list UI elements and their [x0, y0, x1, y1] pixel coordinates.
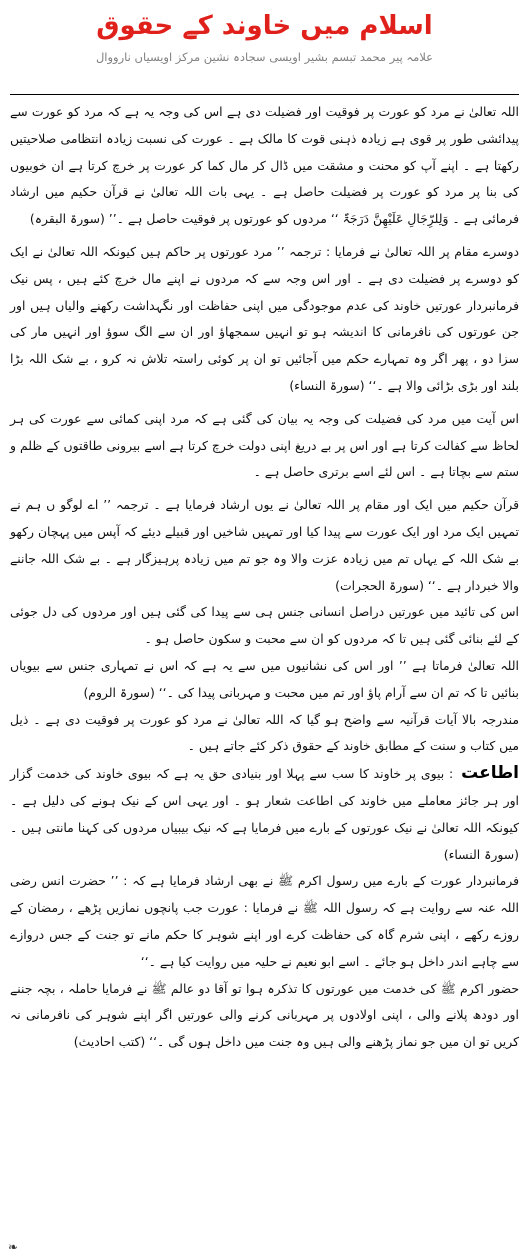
- paragraph-verse-explanation: اس آیت میں مرد کی فضیلت کی وجہ یہ بیان کی گئی ہے کہ مرد اپنی کمائی سے عورت کی ہر لحاظ سے کفالت کرتا ہے اور اس پر بے دریغ اپنی دولت خرچ کرتا ہے اسے بیرونی طاقتوں کے ظلم و ستم سے بچاتا ہے ۔ اس لئے اسے برتری حاصل ہے ۔: [10, 410, 519, 480]
- paragraph-hadith-anas: فرمانبردار عورت کے بارے میں رسول اکرم ﷺ نے بھی ارشاد فرمایا ہے کہ : ’’ حضرت انس رضی اللہ عنہ سے روایت ہے کہ رسول اللہ ﷺ نے فرمایا : عورت جب پانچوں نمازیں پڑھے ، رمضان کے روزے رکھے ، اپنی شرم گاہ کی حفاظت کرے اور اپنے شوہر کا حکم مانے تو جنت کے جس دروازے سے چاہے اندر داخل ہو جائے ۔ اسے ابو نعیم نے حلیہ میں روایت کیا ہے ۔‘‘: [10, 873, 519, 969]
- paragraph-nisa-verse: دوسرے مقام پر اللہ تعالیٰ نے فرمایا : ترجمہ ’’ مرد عورتوں پر حاکم ہیں کیونکہ اللہ تعالیٰ نے ایک کو دوسرے پر فضیلت دی ہے ۔ اور اس وجہ سے کہ مردوں نے اپنے مال خرچ کئے ہیں ، پس نیک فرمانبردار عورتیں خاوند کی عدم موجودگی میں اپنی حفاظت اور نگہداشت رکھنے والیاں ہیں اور جن عورتوں کی نافرمانی کا اندیشہ ہو تو انہیں سمجھاؤ اور ان سے الگ سوؤ اور انہیں مار کی سزا دو ، پھر اگر وہ تمہارے حکم میں آجائیں تو ان پر کوئی راستہ تلاش نہ کرو ، بے شک اللہ بڑا بلند اور بڑی بڑائی والا ہے ۔‘‘ (سورۃ النساء): [10, 243, 519, 393]
- end-ornament-icon: ❧: [8, 1240, 19, 1254]
- paragraph-hadith-mothers: حضور اکرم ﷺ کی خدمت میں عورتوں کا تذکرہ ہوا تو آقا دو عالم ﷺ نے فرمایا حاملہ ، بچہ جننے اور دودھ پلانے والی ، اپنی اولادوں پر مہربانی کرنے والی عورتیں اگر اپنے شوہر کی نافرمانی نہ کریں تو ان میں جو نماز پڑھنے والی ہیں وہ جنت میں داخل ہوں گی ۔‘‘ (کتب احادیث): [10, 980, 519, 1050]
- section-body-obedience: : بیوی پر خاوند کا سب سے پہلا اور بنیادی حق یہ ہے کہ بیوی خاوند کی خدمت گزار اور ہر جائز معاملے میں خاوند کی اطاعت شعار ہو ۔ اور یہی اس کے نیک ہونے کی دلیل ہے ۔ کیونکہ اللہ تعالیٰ نے نیک عورتوں کے بارے میں فرمایا ہے کہ نیک بیبیاں مردوں کی کہنا مانتی ہیں ۔ (سورۃ النساء): [10, 766, 519, 862]
- title-divider: [10, 94, 519, 95]
- section-heading-obedience: اطاعت: [461, 763, 519, 784]
- paragraph-rum-verse: اللہ تعالیٰ فرماتا ہے ’’ اور اس کی نشانیوں میں سے یہ ہے کہ اس نے تمہاری جنس سے بیویاں بنائیں تا کہ تم ان سے آرام پاؤ اور تم میں محبت و مہربانی پیدا کی ۔‘‘ (سورۃ الروم): [10, 657, 519, 700]
- section-obedience: [10, 760, 519, 868]
- article-title: اسلام میں خاوند کے حقوق: [96, 11, 433, 41]
- paragraph-hujurat-verse: قرآن حکیم میں ایک اور مقام پر اللہ تعالیٰ نے یوں ارشاد فرمایا ہے ۔ ترجمہ ’’ اے لوگو ں ہم نے تمہیں ایک مرد اور ایک عورت سے پیدا کیا اور تمہیں شاخیں اور قبیلے دیئے کہ آپس میں پہچان رکھو بے شک اللہ کے یہاں تم میں زیادہ عزت والا وہ جو تم میں زیادہ پرہیزگار ہے ۔ بے شک اللہ جاننے والا خبردار ہے ۔‘‘ (سورۃ الحجرات): [10, 497, 519, 593]
- article-byline: علامہ پیر محمد تبسم بشیر اویسی سجادہ نشین مرکز اویسیاں نارووال: [95, 50, 434, 64]
- paragraph-intro: اللہ تعالیٰ نے مرد کو عورت پر فوقیت اور فضیلت دی ہے اس کی وجہ یہ ہے کہ مرد کو عورت سے پیدائشی طور پر قوی ہے زیادہ ذہنی قوت کا مالک ہے ۔ عورت کی نسبت زیادہ انتظامی صلاحیتیں رکھتا ہے ۔ اپنے آپ کو محنت و مشقت میں ڈال کر مال کما کر عورت پر خرچ کرتا ہے ان خوبیوں کی بنا پر مرد کو عورت پر فضیلت حاصل ہے ۔ یہی بات اللہ تعالیٰ نے قرآن حکیم میں ارشاد فرمائی ہے ۔ وَلِلرِّجَالِ عَلَیْھِنَّ دَرَجَۃٌ ‘‘ مردوں کو عورتوں پر فوقیت حاصل ہے ۔’’ (سورۃ البقرہ): [10, 104, 519, 227]
- paragraph-summary: مندرجہ بالا آیات قرآنیہ سے واضح ہو گیا کہ اللہ تعالیٰ نے مرد کو عورت پر فوقیت دی ہے ۔ ذیل میں کتاب و سنت کے مطابق خاوند کے حقوق ذکر کئے جاتے ہیں ۔: [10, 711, 519, 754]
- paragraph-creation: اس کی تائید میں عورتیں دراصل انسانی جنس ہی سے پیدا کی گئی ہیں اور مردوں کی دل جوئی کے لئے بنائی گئی ہیں تا کہ مردوں کو ان سے محبت و سکون حاصل ہو ۔: [10, 604, 519, 647]
